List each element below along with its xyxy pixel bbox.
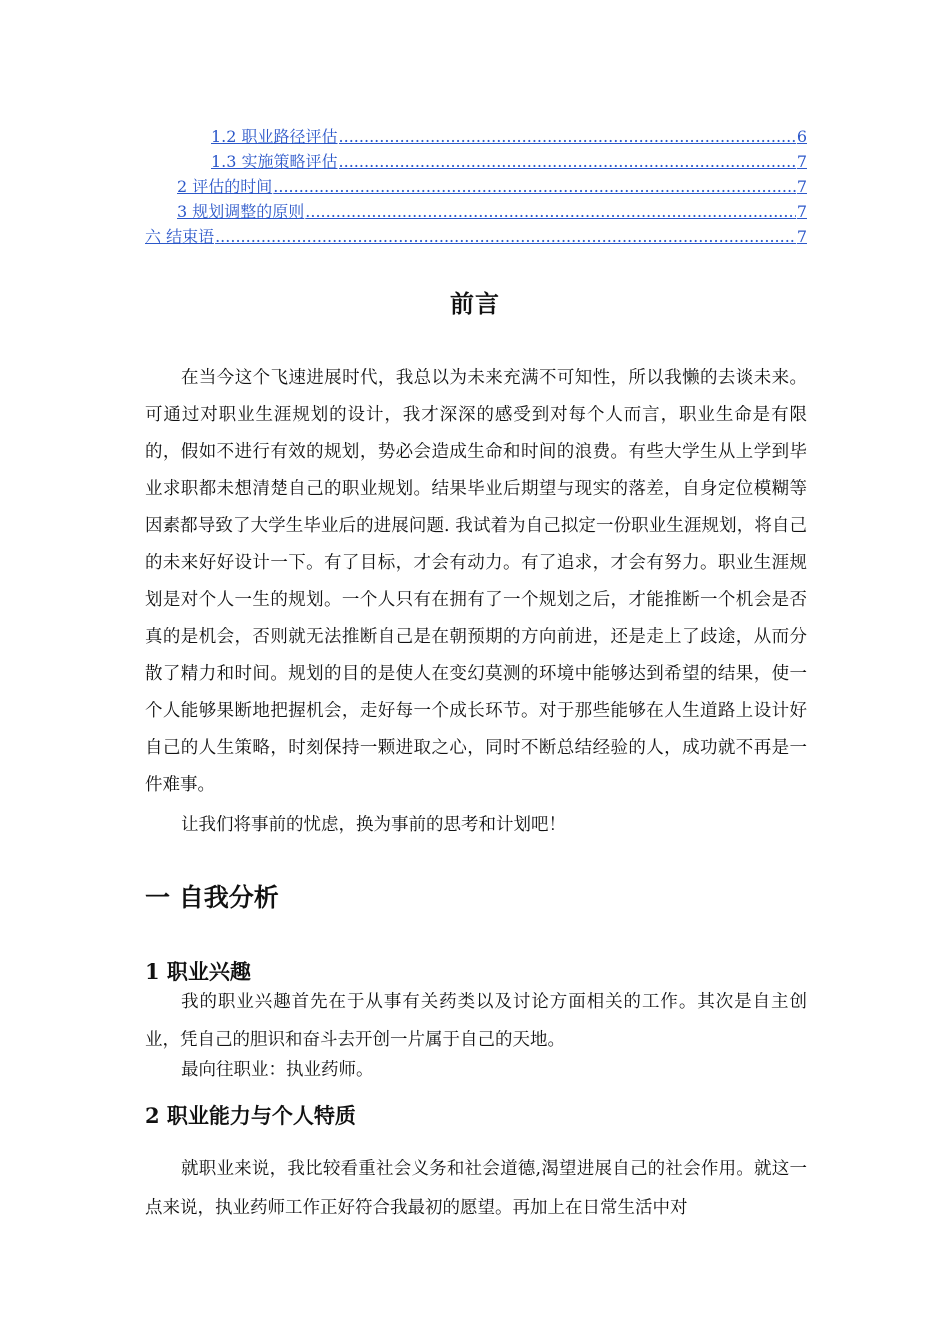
preface-title: 前言 [450, 289, 500, 318]
toc-leader [305, 202, 796, 221]
toc-item-page[interactable]: 6 [796, 127, 807, 146]
toc-item-page[interactable]: 7 [796, 202, 807, 221]
toc-item-page[interactable]: 7 [796, 177, 807, 196]
toc-leader [215, 227, 796, 246]
toc-item[interactable] [145, 124, 807, 149]
toc-item[interactable] [145, 224, 807, 249]
table-of-contents [145, 124, 807, 249]
preface-closing-paragraph: 让我们将事前的忧虑，换为事前的思考和计划吧！ [181, 815, 566, 835]
toc-item-text[interactable]: 3 规划调整的原则 [177, 202, 305, 221]
subsection-heading: 2 职业能力与个人特质 [145, 1103, 356, 1128]
toc-item[interactable] [145, 174, 807, 199]
toc-leader [339, 152, 796, 171]
toc-item-text[interactable]: 1.2 职业路径评估 [211, 127, 338, 146]
toc-item-page[interactable]: 7 [796, 152, 807, 171]
toc-item-text[interactable]: 六 结束语 [145, 227, 215, 246]
preface-paragraph: 在当今这个飞速进展时代，我总以为未来充满不可知性，所以我懒的去谈未来。可通过对职业生涯规划的设计，我才深深的感受到对每个人而言，职业生命是有限的，假如不进行有效的规划，势必会造成生命和时间的浪费。有些大学生从上学到毕业求职都未想清楚自己的职业规划。结果毕业后期望与现实的落差，自身定位模糊等因素都导致了大学生毕业后的进展问题. 我试着为自己拟定一份职业生涯规划，将自己的未来好好设计一下。有了目标，才会有动力。有了追求，才会有努力。职业生涯规划是对个人一生的规划。一个人只有在拥有了一个规划之后，才能推断一个机会是否真的是机会，否则就无法推断自己是在朝预期的方向前进，还是走上了歧途，从而分散了精力和时间。规划的目的是使人在变幻莫测的环境中能够达到希望的结果，使一个人能够果断地把握机会，走好每一个成长环节。对于那些能够在人生道路上设计好自己的人生策略，时刻保持一颗进取之心，同时不断总结经验的人，成功就不再是一件难事。 [145, 368, 807, 795]
interest-paragraph: 我的职业兴趣首先在于从事有关药类以及讨论方面相关的工作。其次是自主创业，凭自己的胆识和奋斗去开创一片属于自己的天地。 [145, 992, 807, 1050]
preferred-job-paragraph: 最向往职业：执业药师。 [181, 1060, 374, 1080]
subsection-heading: 1 职业兴趣 [145, 959, 251, 984]
ability-paragraph: 就职业来说，我比较看重社会义务和社会道德,渴望进展自己的社会作用。就这一点来说，执业药师工作正好符合我最初的愿望。再加上在日常生活中对 [145, 1159, 807, 1218]
toc-item-text[interactable]: 1.3 实施策略评估 [211, 152, 338, 171]
toc-item[interactable] [145, 199, 807, 224]
toc-leader [339, 127, 796, 146]
toc-leader [273, 177, 796, 196]
toc-item-text[interactable]: 2 评估的时间 [177, 177, 273, 196]
toc-item-page[interactable]: 7 [796, 227, 807, 246]
toc-item[interactable] [145, 149, 807, 174]
section-heading: 一 自我分析 [145, 883, 279, 912]
